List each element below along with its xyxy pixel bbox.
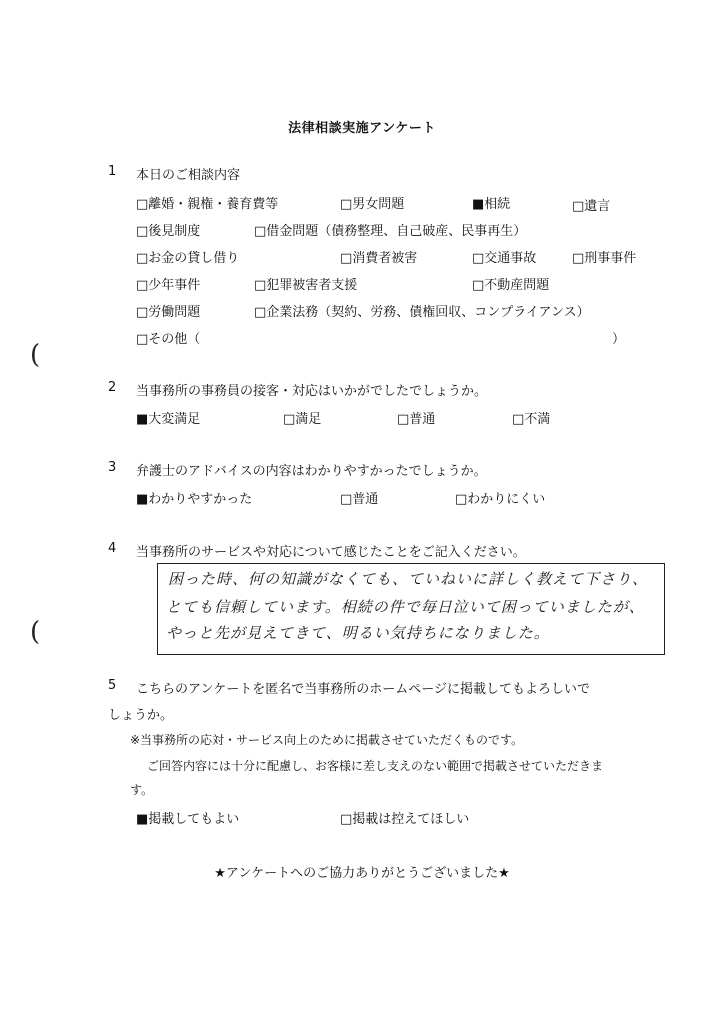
- free-text-answer-box[interactable]: [157, 563, 665, 655]
- q2-option-very-satisfied[interactable]: ■大変満足: [136, 412, 201, 427]
- q1-option-traffic-accident[interactable]: □交通事故: [472, 251, 537, 266]
- q1-option-juvenile-case[interactable]: □少年事件: [136, 278, 201, 293]
- question-2-text: 当事務所の事務員の接客・対応はいかがでしたでしょうか。: [136, 384, 488, 399]
- question-3-text: 弁護士のアドバイスの内容はわかりやすかったでしょうか。: [136, 464, 487, 479]
- q1-option-consumer-damage[interactable]: □消費者被害: [340, 251, 418, 266]
- handwritten-answer-line-2: とても信頼しています。相続の件で毎日泣いて困っていましたが、: [166, 598, 645, 616]
- q1-option-inheritance[interactable]: ■相続: [472, 197, 511, 212]
- q5-option-may-publish[interactable]: ■掲載してもよい: [136, 812, 240, 827]
- q3-option-easy-to-understand[interactable]: ■わかりやすかった: [136, 492, 253, 507]
- question-4-number: 4: [108, 541, 117, 556]
- q1-option-money-lending[interactable]: □お金の貸し借り: [136, 251, 240, 266]
- binder-hole-mark-top: (: [30, 340, 41, 370]
- q3-option-hard-to-understand[interactable]: □わかりにくい: [455, 492, 546, 507]
- q2-option-dissatisfied[interactable]: □不満: [512, 412, 551, 427]
- q1-option-debt[interactable]: □借金問題（債務整理、自己破産、民事再生）: [254, 224, 527, 239]
- question-5-text-line-2: しょうか。: [108, 708, 174, 723]
- binder-hole-mark-bottom: (: [30, 617, 41, 647]
- q2-option-satisfied[interactable]: □満足: [283, 412, 322, 427]
- question-5-number: 5: [108, 678, 117, 693]
- q1-option-other[interactable]: □その他（: [136, 332, 201, 347]
- q3-option-average[interactable]: □普通: [340, 492, 379, 507]
- q1-option-crime-victim-support[interactable]: □犯罪被害者支援: [254, 278, 358, 293]
- handwritten-answer-line-1: 困った時、何の知識がなくても、ていねいに詳しく教えて下さり、: [168, 570, 649, 588]
- question-2-number: 2: [108, 380, 117, 395]
- handwritten-answer-line-3: やっと先が見えてきて、明るい気持ちになりました。: [166, 624, 550, 642]
- question-5-note-line-1: ※当事務所の応対・サービス向上のために掲載させていただくものです。: [130, 733, 524, 747]
- q2-option-average[interactable]: □普通: [397, 412, 436, 427]
- q1-option-gender-issues[interactable]: □男女問題: [340, 197, 405, 212]
- q1-option-guardianship[interactable]: □後見制度: [136, 224, 201, 239]
- q1-option-other-close-paren: ）: [612, 332, 626, 347]
- q1-option-will[interactable]: □遺言: [572, 199, 611, 214]
- q1-option-real-estate[interactable]: □不動産問題: [472, 278, 550, 293]
- question-3-number: 3: [108, 460, 117, 475]
- q5-option-do-not-publish[interactable]: □掲載は控えてほしい: [340, 812, 470, 827]
- q1-option-corporate-law[interactable]: □企業法務（契約、労務、債権回収、コンプライアンス）: [254, 305, 590, 320]
- question-1-number: 1: [108, 164, 117, 179]
- question-5-note-line-2: ご回答内容には十分に配慮し、お客様に差し支えのない範囲で掲載させていただきま: [147, 759, 604, 773]
- page-title: 法律相談実施アンケート: [288, 121, 436, 136]
- thank-you-footer: ★アンケートへのご協力ありがとうございました★: [214, 866, 510, 881]
- q1-option-labor[interactable]: □労働問題: [136, 305, 201, 320]
- q1-option-divorce[interactable]: □離婚・親権・養育費等: [136, 197, 279, 212]
- question-1-text: 本日のご相談内容: [136, 168, 241, 183]
- question-4-text: 当事務所のサービスや対応について感じたことをご記入ください。: [136, 545, 526, 560]
- q1-option-criminal-case[interactable]: □刑事事件: [572, 251, 637, 266]
- question-5-note-line-3: す。: [130, 783, 154, 797]
- question-5-text-line-1: こちらのアンケートを匿名で当事務所のホームページに掲載してもよろしいで: [136, 682, 590, 697]
